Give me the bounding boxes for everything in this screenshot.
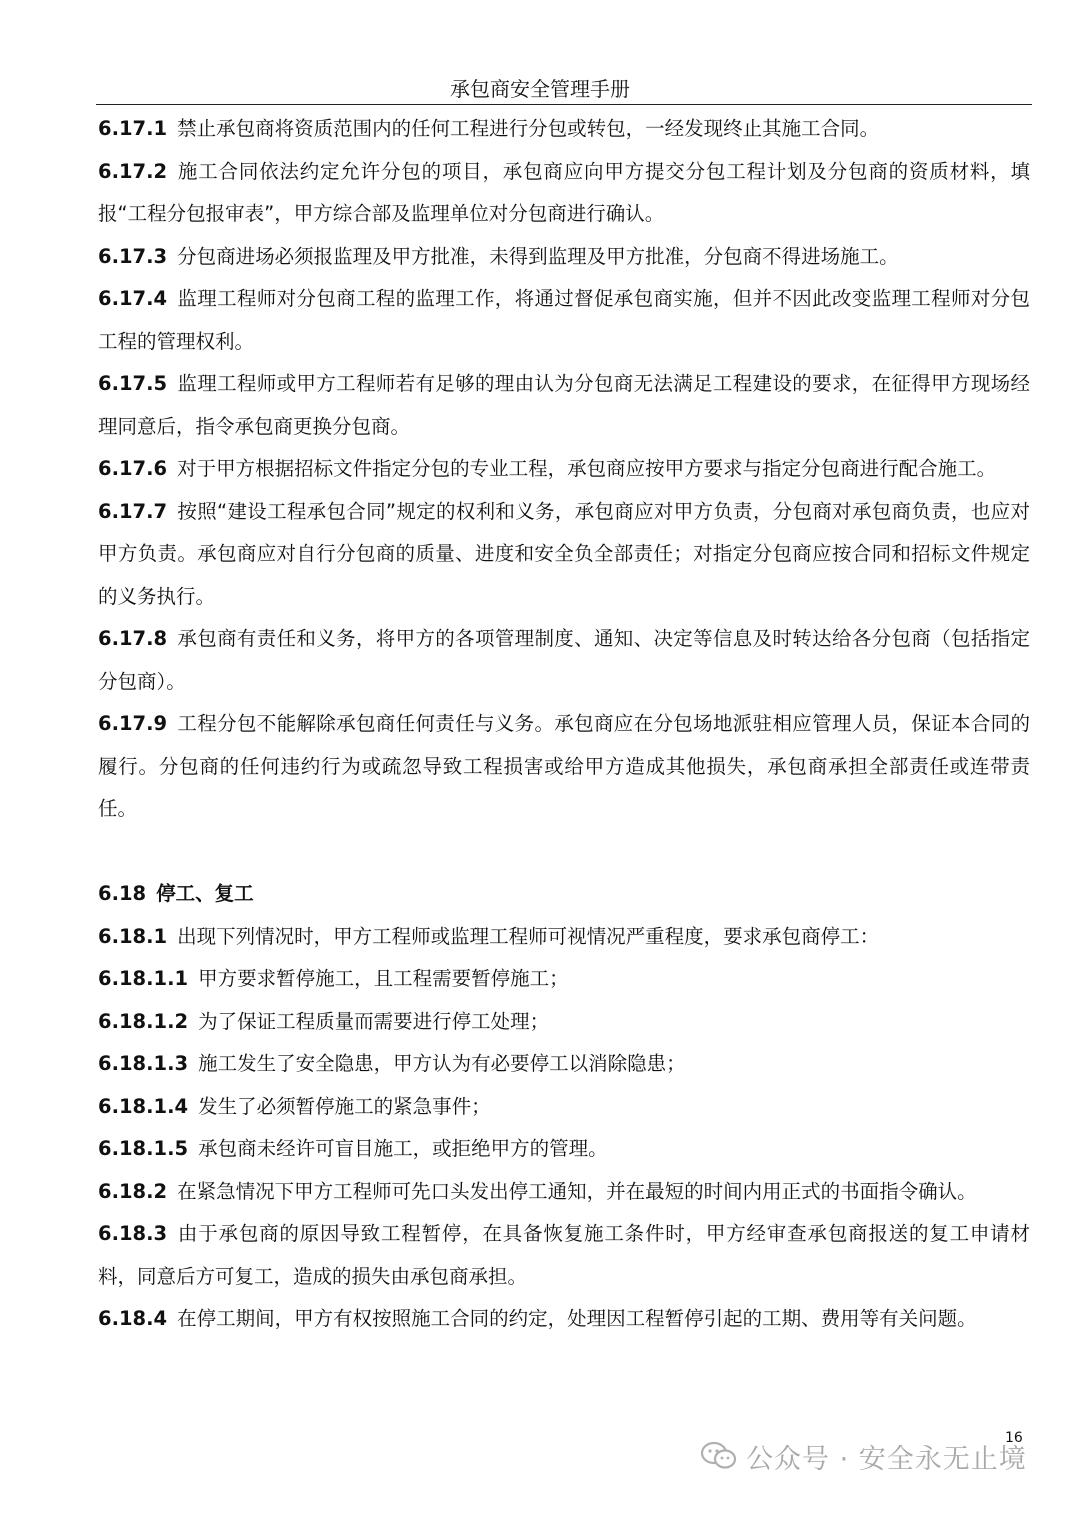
page-number: 16	[1005, 1430, 1023, 1446]
clause-number: 6.17.7	[98, 499, 168, 523]
clause-text: 禁止承包商将资质范围内的任何工程进行分包或转包，一经发现终止其施工合同。	[177, 117, 880, 140]
paragraph-6-17-1	[98, 108, 1030, 151]
paragraph-6-17-4	[98, 278, 1030, 363]
clause-text: 工程分包不能解除承包商任何责任与义务。承包商应在分包场地派驻相应管理人员，保证本合同的履行。分包商的任何违约行为或疏忽导致工程损害或给甲方造成其他损失，承包商承担全部责任或连带责任。	[98, 712, 1030, 820]
clause-number: 6.17.6	[98, 457, 168, 480]
clause-text: 施工合同依法约定允许分包的项目，承包商应向甲方提交分包工程计划及分包商的资质材料，填报“工程分包报审表”，甲方综合部及监理单位对分包商进行确认。	[98, 159, 1030, 225]
clause-number: 6.18.4	[98, 1307, 168, 1330]
paragraph-6-18-3	[98, 1213, 1030, 1298]
paragraph-6-17-6	[98, 448, 1030, 491]
clause-text: 在紧急情况下甲方工程师可先口头发出停工通知，并在最短的时间内用正式的书面指令确认。	[177, 1179, 977, 1203]
clause-text: 发生了必须暂停施工的紧急事件；	[198, 1094, 491, 1118]
clause-text: 承包商未经许可盲目施工，或拒绝甲方的管理。	[198, 1137, 608, 1160]
paragraph-6-18-1-2	[98, 1001, 1030, 1044]
clause-number: 6.17.1	[98, 117, 168, 140]
header-divider	[96, 104, 1032, 105]
clause-number: 6.18.2	[98, 1179, 168, 1203]
section-title: 停工、复工	[156, 882, 254, 905]
clause-text: 按照“建设工程承包合同”规定的权利和义务，承包商应对甲方负责，分包商对承包商负责，也应对甲方负责。承包商应对自行分包商的质量、进度和安全负全部责任；对指定分包商应按合同和招标文件规定的义务执行。	[98, 499, 1030, 608]
clause-text: 分包商进场必须报监理及甲方批准，未得到监理及甲方批准，分包商不得进场施工。	[177, 244, 899, 268]
clause-number: 6.17.9	[98, 712, 168, 735]
paragraph-6-17-2	[98, 151, 1030, 236]
paragraph-6-17-9	[98, 703, 1030, 831]
clause-number: 6.17.2	[98, 159, 168, 183]
paragraph-6-18-1	[98, 916, 1030, 959]
clause-text: 承包商有责任和义务，将甲方的各项管理制度、通知、决定等信息及时转达给各分包商（包括指定分包商）。	[98, 627, 1030, 693]
clause-number: 6.18.1.1	[98, 967, 189, 990]
clause-number: 6.17.3	[98, 244, 168, 268]
section-number: 6.18	[98, 882, 147, 905]
clause-number: 6.18.1.5	[98, 1137, 189, 1160]
clause-text: 施工发生了安全隐患，甲方认为有必要停工以消除隐患；	[198, 1052, 686, 1075]
clause-number: 6.17.4	[98, 287, 168, 310]
document-body	[98, 108, 1030, 1341]
clause-number: 6.18.3	[98, 1222, 168, 1245]
paragraph-6-18-1-5	[98, 1128, 1030, 1171]
clause-text: 由于承包商的原因导致工程暂停，在具备恢复施工条件时，甲方经审查承包商报送的复工申请材料，同意后方可复工，造成的损失由承包商承担。	[98, 1222, 1030, 1288]
clause-number: 6.17.5	[98, 372, 168, 395]
paragraph-6-18-1-1	[98, 958, 1030, 1001]
clause-text: 为了保证工程质量而需要进行停工处理；	[198, 1009, 550, 1033]
watermark	[700, 1436, 1027, 1476]
clause-number: 6.18.1	[98, 924, 168, 948]
paragraph-6-17-5	[98, 363, 1030, 448]
wechat-icon	[700, 1440, 738, 1472]
clause-number: 6.17.8	[98, 627, 168, 650]
paragraph-6-18-1-3	[98, 1043, 1030, 1086]
paragraph-6-17-8	[98, 618, 1030, 703]
clause-text: 在停工期间，甲方有权按照施工合同的约定，处理因工程暂停引起的工期、费用等有关问题。	[177, 1307, 977, 1330]
clause-text: 对于甲方根据招标文件指定分包的专业工程，承包商应按甲方要求与指定分包商进行配合施工。	[177, 457, 997, 480]
clause-text: 甲方要求暂停施工，且工程需要暂停施工；	[198, 967, 569, 990]
clause-text: 监理工程师对分包商工程的监理工作，将通过督促承包商实施，但并不因此改变监理工程师对分包工程的管理权利。	[98, 287, 1030, 353]
page-header-title: 承包商安全管理手册	[450, 77, 630, 101]
paragraph-6-18-4	[98, 1298, 1030, 1341]
paragraph-6-18-2	[98, 1171, 1030, 1214]
section-heading-6-18	[98, 873, 1030, 916]
watermark-text: 公众号 · 安全永无止境	[746, 1443, 1027, 1475]
clause-number: 6.18.1.2	[98, 1009, 189, 1033]
clause-number: 6.18.1.3	[98, 1052, 189, 1075]
clause-text: 出现下列情况时，甲方工程师或监理工程师可视情况严重程度，要求承包商停工：	[177, 924, 880, 948]
paragraph-6-17-3	[98, 236, 1030, 279]
paragraph-6-18-1-4	[98, 1086, 1030, 1129]
paragraph-6-17-7	[98, 491, 1030, 619]
clause-number: 6.18.1.4	[98, 1094, 189, 1118]
clause-text: 监理工程师或甲方工程师若有足够的理由认为分包商无法满足工程建设的要求，在征得甲方现场经理同意后，指令承包商更换分包商。	[98, 372, 1030, 438]
